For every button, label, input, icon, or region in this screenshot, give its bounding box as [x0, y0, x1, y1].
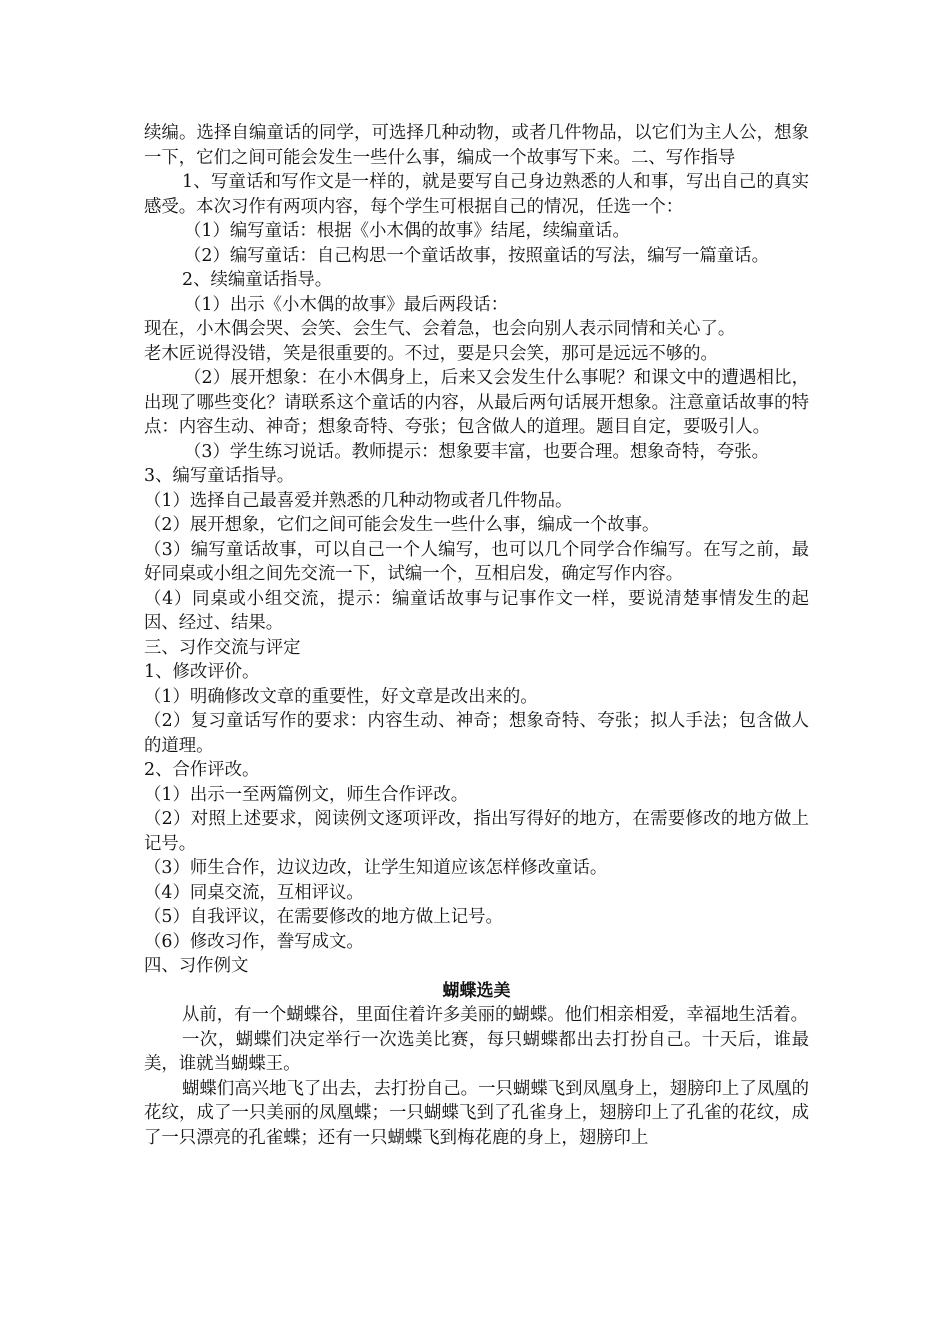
paragraph: （2）展开想象：在小木偶身上，后来又会发生什么事呢？和课文中的遭遇相比，出现了哪些变化？请联系这个童话的内容，从最后两句话展开想象。注意童话故事的特点：内容生动、神奇；想象奇特、夸张；包含做人的道理。题目自定，要吸引人。 — [144, 368, 809, 437]
paragraph: （5）自我评议，在需要修改的地方做上记号。 — [144, 907, 503, 927]
paragraph: 一次，蝴蝶们决定举行一次选美比赛，每只蝴蝶都出去打扮自己。十天后，谁最美，谁就当蝴蝶王。 — [144, 1029, 809, 1074]
paragraph: （1）编写童话：根据《小木偶的故事》结尾，续编童话。 — [184, 221, 630, 241]
paragraph: 现在，小木偶会哭、会笑、会生气、会着急，也会向别人表示同情和关心了。 — [144, 319, 736, 339]
paragraph: 续编。选择自编童话的同学，可选择几种动物，或者几件物品，以它们为主人公，想象一下，它们之间可能会发生一些什么事，编成一个故事写下来。二、写作指导 — [144, 123, 809, 168]
paragraph: （3）学生练习说话。教师提示：想象要丰富，也要合理。想象奇特，夸张。 — [184, 441, 769, 462]
paragraph: （6）修改习作，誊写成文。 — [144, 931, 364, 952]
section-heading: 三、习作交流与评定 — [144, 637, 301, 658]
paragraph: 2、合作评改。 — [144, 760, 260, 780]
paragraph: 2、续编童话指导。 — [182, 270, 333, 290]
paragraph: （4）同桌交流，互相评议。 — [144, 882, 364, 903]
paragraph: 3、编写童话指导。 — [144, 466, 295, 486]
paragraph: （3）师生合作，边议边改，让学生知道应该怎样修改童话。 — [144, 858, 608, 878]
paragraph: （1）出示《小木偶的故事》最后两段话： — [184, 294, 509, 315]
paragraph: （1）明确修改文章的重要性，好文章是改出来的。 — [144, 686, 538, 707]
paragraph: （1）选择自己最喜爱并熟悉的几种动物或者几件物品。 — [144, 490, 573, 511]
paragraph: （2）复习童话写作的要求：内容生动、神奇；想象奇特、夸张；拟人手法；包含做人的道理。 — [144, 711, 809, 756]
paragraph: 老木匠说得没错，笑是很重要的。不过，要是只会笑，那可是远远不够的。 — [144, 343, 718, 364]
paragraph: 从前，有一个蝴蝶谷，里面住着许多美丽的蝴蝶。他们相亲相爱，幸福地生活着。 — [182, 1005, 809, 1025]
paragraph: （1）出示一至两篇例文，师生合作评改。 — [144, 784, 469, 805]
paragraph: 蝴蝶们高兴地飞了出去，去打扮自己。一只蝴蝶飞到凤凰身上，翅膀印上了凤凰的花纹，成了一只美丽的凤凰蝶；一只蝴蝶飞到了孔雀身上，翅膀印上了孔雀的花纹，成了一只漂亮的孔雀蝶；还有一只蝴蝶飞到梅花鹿的身上，翅膀印上 — [144, 1078, 809, 1148]
paragraph: （3）编写童话故事，可以自己一个人编写，也可以几个同学合作编写。在写之前，最好同桌或小组之间先交流一下，试编一个，互相启发，确定写作内容。 — [144, 539, 809, 584]
document-page — [144, 121, 809, 1150]
section-heading: 四、习作例文 — [144, 956, 249, 976]
essay-title: 蝴蝶选美 — [442, 980, 511, 1001]
paragraph: （4）同桌或小组交流，提示：编童话故事与记事作文一样，要说清楚事情发生的起因、经过、结果。 — [144, 588, 809, 633]
paragraph: （2）展开想象，它们之间可能会发生一些什么事，编成一个故事。 — [144, 515, 660, 535]
paragraph: （2）对照上述要求，阅读例文逐项评改，指出写得好的地方，在需要修改的地方做上记号。 — [144, 809, 809, 854]
paragraph: 1、写童话和写作文是一样的，就是要写自己身边熟悉的人和事，写出自己的真实感受。本次习作有两项内容，每个学生可根据自己的情况，任选一个： — [144, 172, 809, 217]
paragraph: （2）编写童话：自己构思一个童话故事，按照童话的写法，编写一篇童话。 — [184, 245, 769, 266]
paragraph: 1、修改评价。 — [144, 662, 260, 682]
